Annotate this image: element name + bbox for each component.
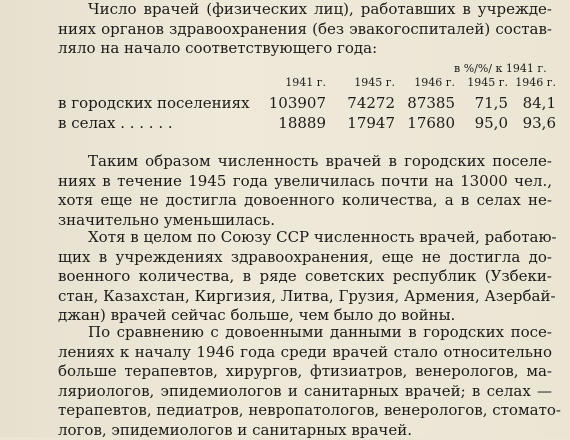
text-line: щих в учреждениях здравоохранения, еще не достигла до- — [58, 248, 552, 268]
col-header: 1946 г. — [515, 77, 556, 89]
table-cell: 103907 — [269, 94, 326, 112]
text-line: военного количества, в ряде советских республик (Узбеки- — [58, 267, 552, 287]
table-cell: 95,0 — [475, 114, 508, 132]
paragraph-4 — [58, 323, 552, 440]
text-line: стан, Казахстан, Киргизия, Литва, Грузия, Армения, Азербай- — [58, 287, 552, 307]
text-line: ниях в течение 1945 года увеличилась почти на 13000 чел., — [58, 172, 552, 192]
table-cell: 18889 — [278, 114, 326, 132]
text-line: хотя еще не достигла довоенного количества, а в селах не- — [58, 191, 552, 211]
text-line: лениях к началу 1946 года среди врачей стало относительно — [58, 343, 552, 363]
paragraph-2 — [58, 152, 552, 230]
col-header: 1941 г. — [285, 77, 326, 89]
pct-header: в %/%/ к 1941 г. — [454, 63, 547, 75]
text-line: ляриологов, эпидемиологов и санитарных врачей; в селах — — [58, 382, 552, 402]
table-cell: 71,5 — [475, 94, 508, 112]
col-header: 1945 г. — [354, 77, 395, 89]
text-line: значительно уменьшилась. — [58, 211, 552, 231]
table-cell: 17680 — [407, 114, 455, 132]
col-header: 1946 г. — [414, 77, 455, 89]
table-cell: 84,1 — [523, 94, 556, 112]
table-cell: 87385 — [407, 94, 455, 112]
table-cell: 17947 — [347, 114, 395, 132]
row-label: в селах . . . . . . — [58, 114, 173, 132]
text-line: больше терапевтов, хирургов, фтизиатров, венерологов, ма- — [58, 362, 552, 382]
table-cell: 74272 — [347, 94, 395, 112]
text-line: Число врачей (физических лиц), работавших в учрежде- — [58, 0, 552, 20]
text-line: логов, эпидемиологов и санитарных врачей. — [58, 421, 552, 440]
text-line: терапевтов, педиатров, невропатологов, венерологов, стомато- — [58, 401, 552, 421]
text-line: Хотя в целом по Союзу ССР численность врачей, работаю- — [58, 228, 552, 248]
table-cell: 93,6 — [523, 114, 556, 132]
text-line: джан) врачей сейчас больше, чем было до войны. — [58, 306, 552, 326]
intro-paragraph — [58, 0, 552, 59]
text-line: По сравнению с довоенными данными в городских посе- — [58, 323, 552, 343]
row-label: в городских поселениях — [58, 94, 250, 112]
text-line: ниях органов здравоохранения (без эвакогоспиталей) состав- — [58, 20, 552, 40]
text-line: ляло на начало соответствующего года: — [58, 39, 552, 59]
col-header: 1945 г. — [467, 77, 508, 89]
text-line: Таким образом численность врачей в городских поселе- — [58, 152, 552, 172]
paragraph-3 — [58, 228, 552, 326]
